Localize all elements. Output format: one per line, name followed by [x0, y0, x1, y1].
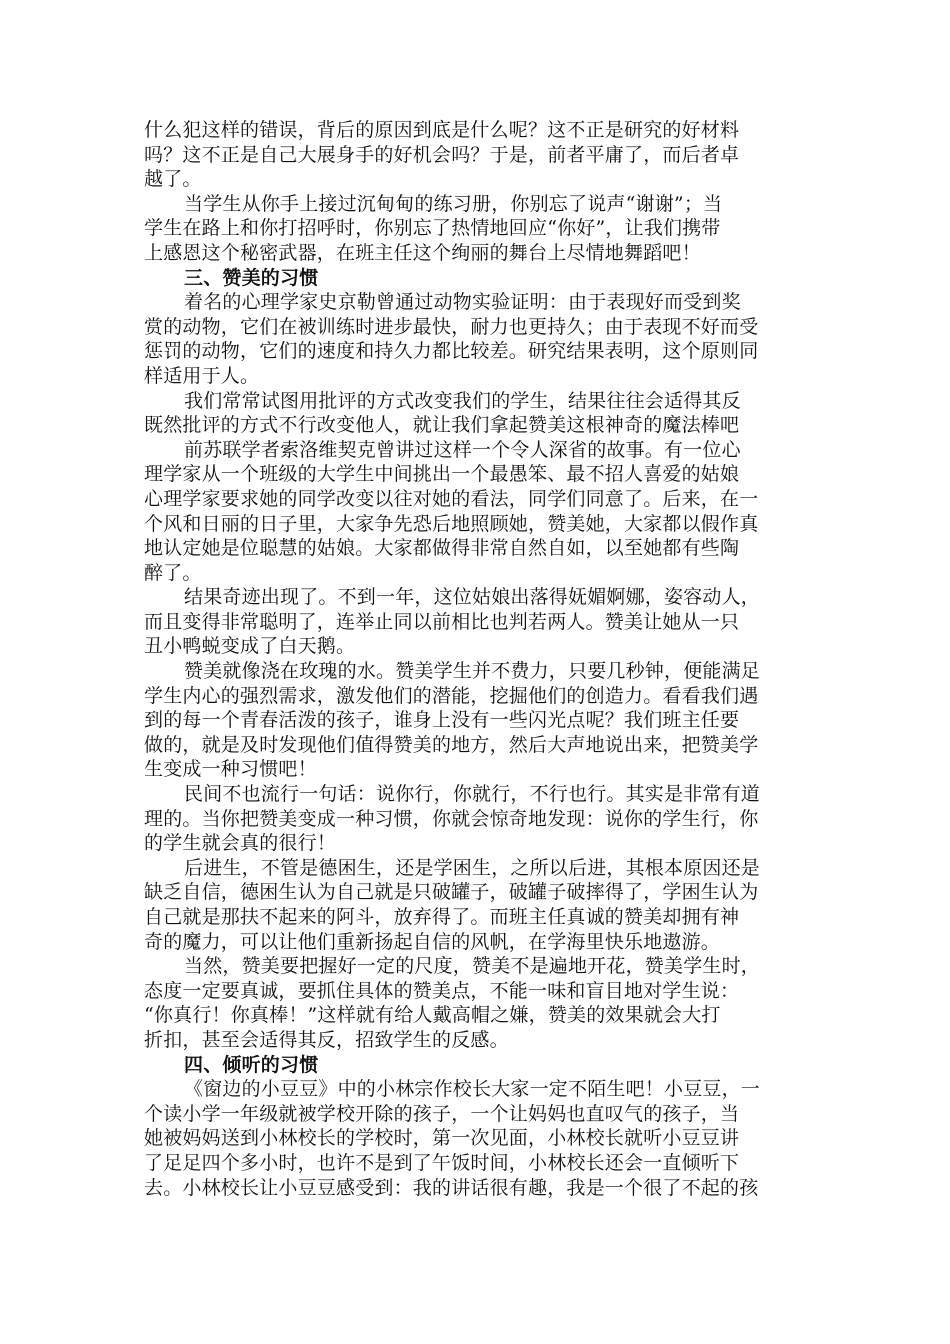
text-line: 学生内心的强烈需求，激发他们的潜能，挖掘他们的创造力。看看我们遇 — [144, 684, 759, 707]
text-line: 折扣，甚至会适得其反，招致学生的反感。 — [144, 1028, 509, 1051]
text-line: 上感恩这个秘密武器，在班主任这个绚丽的舞台上尽情地舞蹈吧！ — [144, 241, 701, 264]
text-line: 她被妈妈送到小林校长的学校时，第一次见面，小林校长就听小豆豆讲 — [144, 1127, 740, 1150]
text-line: 去。小林校长让小豆豆感受到：我的讲话很有趣，我是一个很了不起的孩 — [144, 1176, 759, 1199]
text-line: 后进生，不管是德困生，还是学困生，之所以后进，其根本原因还是 — [184, 856, 761, 879]
text-line: 惩罚的动物，它们的速度和持久力都比较差。研究结果表明，这个原则同 — [144, 340, 759, 363]
text-line: 学生在路上和你打招呼时，你别忘了热情地回应“你好”，让我们携带 — [144, 217, 721, 240]
text-line: 什么犯这样的错误，背后的原因到底是什么呢？这不正是研究的好材料 — [144, 119, 740, 141]
text-line: 丑小鸭蜕变成了白天鹅。 — [144, 635, 356, 658]
text-line: 态度一定要真诚，要抓住具体的赞美点，不能一味和盲目地对学生说： — [144, 979, 740, 1002]
text-line: 心理学家要求她的同学改变以往对她的看法，同学们同意了。后来，在一 — [144, 487, 759, 510]
text-line: 到的每一个青春活泼的孩子，谁身上没有一些闪光点呢？我们班主任要 — [144, 709, 740, 732]
document-body — [144, 118, 812, 1200]
text-line: 生变成一种习惯吧！ — [144, 758, 317, 781]
text-line: 个读小学一年级就被学校开除的孩子，一个让妈妈也直叹气的孩子，当 — [144, 1102, 740, 1125]
text-line: 而且变得非常聪明了，连举止同以前相比也判若两人。赞美让她从一只 — [144, 610, 740, 633]
text-line: 理学家从一个班级的大学生中间挑出一个最愚笨、最不招人喜爱的姑娘 — [144, 463, 740, 486]
text-line: 着名的心理学家史京勒曾通过动物实验证明：由于表现好而受到奖 — [184, 291, 741, 314]
text-line: 前苏联学者索洛维契克曾讲过这样一个令人深省的故事。有一位心 — [184, 438, 741, 461]
text-line: “你真行！你真棒！”这样就有给人戴高帽之嫌，赞美的效果就会大打 — [144, 1004, 721, 1027]
text-line: 醉了。 — [144, 561, 202, 584]
text-line: 《窗边的小豆豆》中的小林宗作校长大家一定不陌生吧！小豆豆，一 — [184, 1078, 761, 1101]
section-heading: 三、赞美的习惯 — [184, 266, 319, 289]
text-line: 当学生从你手上接过沉甸甸的练习册，你别忘了说声“谢谢”；当 — [184, 192, 723, 215]
text-line: 样适用于人。 — [144, 364, 260, 387]
text-line: 缺乏自信，德困生认为自己就是只破罐子，破罐子破摔得了，学困生认为 — [144, 881, 759, 904]
text-line: 越了。 — [144, 168, 202, 191]
text-line: 奇的魔力，可以让他们重新扬起自信的风帆，在学海里快乐地遨游。 — [144, 930, 721, 953]
text-line: 理的。当你把赞美变成一种习惯，你就会惊奇地发现：说你的学生行，你 — [144, 807, 759, 830]
text-line: 地认定她是位聪慧的姑娘。大家都做得非常自然自如，以至她都有些陶 — [144, 537, 740, 560]
text-line: 吗？这不正是自己大展身手的好机会吗？于是，前者平庸了，而后者卓 — [144, 143, 740, 166]
text-line: 民间不也流行一句话：说你行，你就行，不行也行。其实是非常有道 — [184, 783, 761, 806]
text-line: 赞美就像浇在玫瑰的水。赞美学生并不费力，只要几秒钟，便能满足 — [184, 660, 761, 683]
text-line: 结果奇迹出现了。不到一年，这位姑娘出落得妩媚婀娜，姿容动人， — [184, 586, 761, 609]
text-line: 赏的动物，它们在被训练时进步最快，耐力也更持久；由于表现不好而受 — [144, 315, 759, 338]
text-line: 我们常常试图用批评的方式改变我们的学生，结果往往会适得其反 — [184, 389, 741, 412]
text-line: 个风和日丽的日子里，大家争先恐后地照顾她，赞美她，大家都以假作真 — [144, 512, 759, 535]
text-line: 当然，赞美要把握好一定的尺度，赞美不是遍地开花，赞美学生时， — [184, 955, 761, 978]
section-heading: 四、倾听的习惯 — [184, 1053, 319, 1076]
text-line: 自己就是那扶不起来的阿斗，放弃得了。而班主任真诚的赞美却拥有神 — [144, 906, 740, 928]
text-line: 做的，就是及时发现他们值得赞美的地方，然后大声地说出来，把赞美学 — [144, 733, 759, 756]
text-line: 的学生就会真的很行！ — [144, 832, 337, 855]
text-line: 了足足四个多小时，也许不是到了午饭时间，小林校长还会一直倾听下 — [144, 1151, 740, 1174]
text-line: 既然批评的方式不行改变他人，就让我们拿起赞美这根神奇的魔法棒吧 — [144, 414, 740, 437]
